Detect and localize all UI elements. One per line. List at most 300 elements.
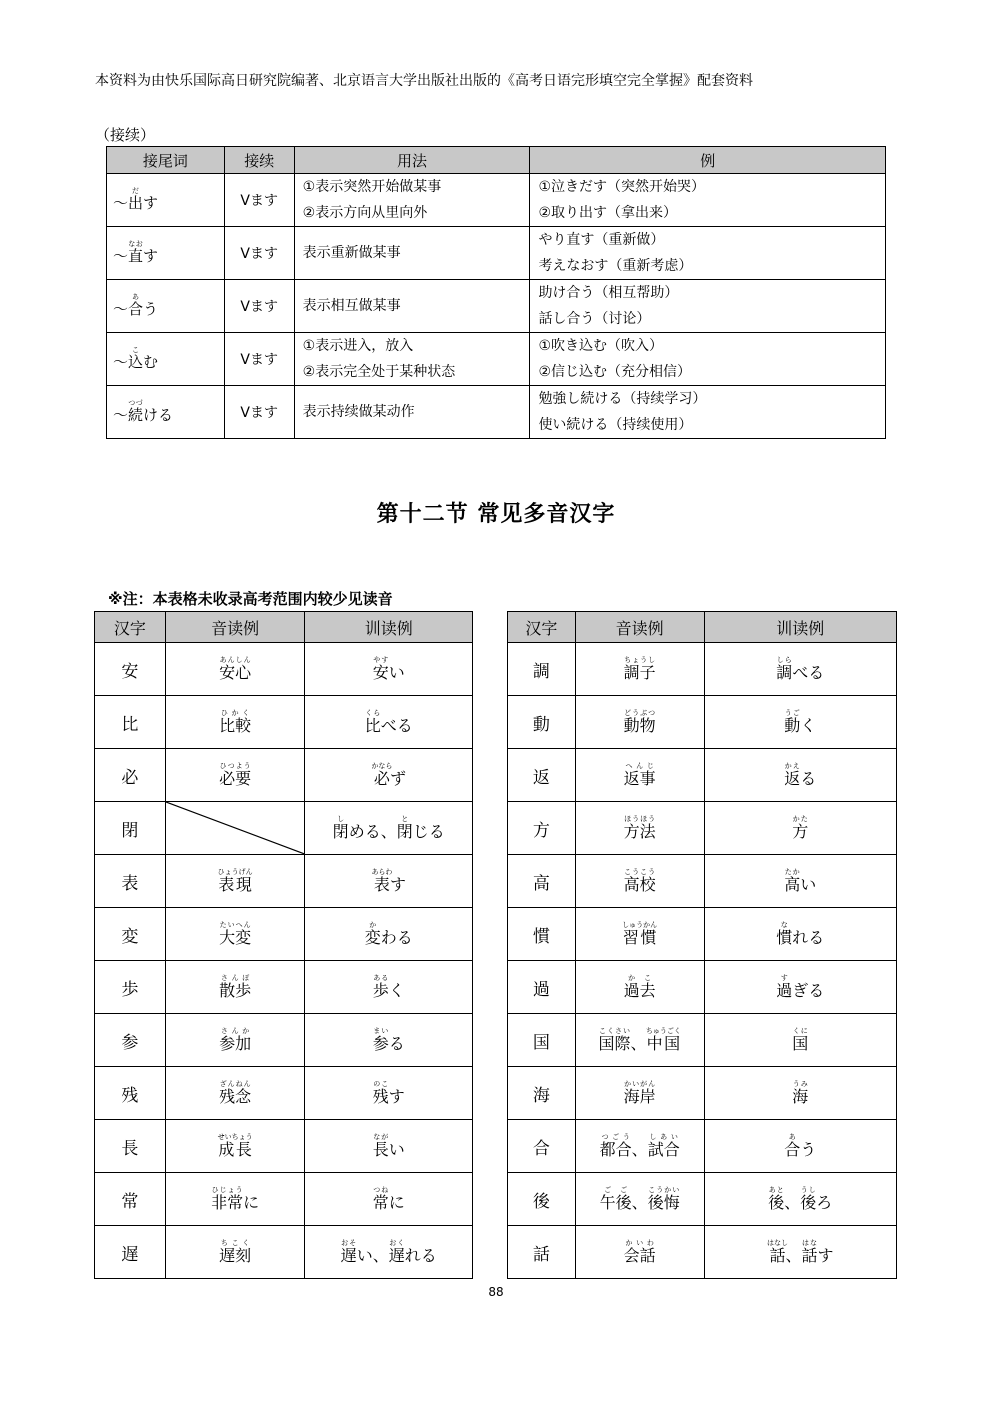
kanji-cell: 参: [95, 1014, 166, 1067]
ruby-base: 表現: [217, 874, 253, 894]
suffix-row: [107, 386, 886, 439]
furigana: へんじ: [623, 761, 656, 770]
plain-text: う: [800, 1139, 817, 1159]
furigana: うみ: [792, 1079, 809, 1088]
furigana: しゅうかん: [622, 920, 658, 929]
example-line: 使い続ける（持续使用）: [538, 417, 693, 433]
example-cell: [530, 227, 886, 280]
kanji-row: [508, 696, 897, 749]
kanji-cell: 慣: [508, 908, 576, 961]
furigana: やす: [372, 655, 389, 664]
ruby-text: [128, 240, 144, 265]
ruby-text: [784, 708, 801, 735]
on-reading-cell: [575, 908, 704, 961]
furigana: つね: [372, 1185, 389, 1194]
plain-text: 、: [630, 1033, 647, 1053]
kanji-row: [508, 749, 897, 802]
furigana: ちょうし: [623, 655, 656, 664]
kanji-cell: 比: [95, 696, 166, 749]
furigana: かいがん: [623, 1079, 656, 1088]
kanji-cell: 表: [95, 855, 166, 908]
ruby-text: [219, 761, 252, 788]
suffix-cell: [107, 174, 225, 227]
ruby-text: [623, 761, 656, 788]
ruby-base: 後悔: [647, 1192, 680, 1212]
kanji-cell: 調: [508, 643, 576, 696]
page-header: 本资料为由快乐国际高日研究院编著、北京语言大学出版社出版的《高考日语完形填空完全掌握》配套资料: [95, 73, 753, 89]
plain-text: る: [800, 768, 817, 788]
ruby-base: 午後: [599, 1192, 632, 1212]
kun-reading-cell: [704, 1226, 896, 1279]
ruby-text: [219, 1026, 252, 1053]
connection-cell: Vます: [224, 386, 294, 439]
ruby-base: 慣: [776, 927, 793, 947]
furigana: たか: [784, 867, 801, 876]
kun-reading-cell: [305, 749, 473, 802]
example-cell: [530, 280, 886, 333]
ruby-base: 試合: [647, 1139, 680, 1159]
on-reading-cell: [165, 749, 305, 802]
ruby-base: 話: [767, 1245, 788, 1265]
ruby-base: 比較: [219, 715, 252, 735]
ruby-text: [623, 973, 656, 1000]
furigana: のこ: [372, 1079, 389, 1088]
example-cell: [530, 386, 886, 439]
kanji-row: [95, 961, 473, 1014]
ruby-text: [364, 708, 381, 735]
example-line: 勉強し続ける（持续学习）: [538, 391, 707, 407]
header-kun-reading: 训读例: [704, 612, 896, 643]
ruby-base: 遅: [340, 1245, 357, 1265]
suffix-cell: [107, 280, 225, 333]
kanji-table-left: [94, 611, 473, 1279]
ruby-text: [623, 708, 656, 735]
plain-text: べる: [792, 662, 825, 682]
ruby-text: [372, 1132, 389, 1159]
on-reading-cell: [165, 1120, 305, 1173]
kun-reading-cell: [305, 1226, 473, 1279]
header-kanji: 汉字: [95, 612, 166, 643]
ruby-text: [792, 814, 809, 841]
plain-text: す: [389, 874, 406, 894]
furigana: し: [332, 814, 349, 823]
kanji-cell: 高: [508, 855, 576, 908]
header-on-reading: 音读例: [165, 612, 305, 643]
continued-label: （接续）: [95, 126, 156, 144]
suffix-table: [106, 146, 886, 439]
plain-text: れる: [792, 927, 825, 947]
ruby-text: [801, 1238, 818, 1265]
ruby-text: [371, 867, 393, 894]
kun-reading-cell: [305, 1067, 473, 1120]
kanji-row: [95, 1014, 473, 1067]
ruby-text: [128, 293, 144, 318]
on-reading-cell: [575, 749, 704, 802]
ruby-text: [598, 1026, 631, 1053]
example-line: 話し合う（讨论）: [538, 311, 651, 327]
ruby-base: 安: [372, 662, 389, 682]
page-number: 88: [488, 1285, 504, 1299]
plain-text: 、: [631, 1192, 648, 1212]
plain-text: 、: [785, 1245, 802, 1265]
usage-line: 表示重新做某事: [302, 245, 401, 261]
ruby-base: 返: [784, 768, 801, 788]
furigana: ある: [372, 973, 389, 982]
ruby-base: 国: [792, 1033, 809, 1053]
kun-reading-cell: [305, 802, 473, 855]
kanji-row: [508, 1014, 897, 1067]
furigana: たいへん: [219, 920, 252, 929]
furigana: はなし: [767, 1238, 788, 1247]
ruby-base: 合: [128, 300, 144, 318]
furigana: なが: [372, 1132, 389, 1141]
ruby-base: 動物: [623, 715, 656, 735]
ruby-base: 表: [371, 874, 393, 894]
ruby-text: [776, 920, 793, 947]
furigana: つづ: [128, 399, 144, 407]
ruby-base: 続: [128, 406, 144, 424]
ruby-text: [623, 655, 656, 682]
ruby-base: 散歩: [219, 980, 252, 1000]
suffix-row: [107, 280, 886, 333]
plain-text: く: [800, 715, 817, 735]
ruby-base: 比: [364, 715, 381, 735]
furigana: さんぽ: [219, 973, 252, 982]
header-example: 例: [530, 147, 886, 174]
plain-text: い: [800, 874, 817, 894]
on-reading-cell: [575, 1067, 704, 1120]
ruby-text: [372, 655, 389, 682]
ruby-base: 参加: [219, 1033, 252, 1053]
plain-text: す: [388, 1086, 405, 1106]
furigana: しら: [776, 655, 793, 664]
suffix-cell: [107, 333, 225, 386]
ruby-text: [217, 1132, 253, 1159]
furigana: ほうほう: [623, 814, 656, 823]
kun-reading-cell: [305, 908, 473, 961]
plain-text: める、: [348, 821, 397, 841]
kanji-table-header: [95, 612, 473, 643]
furigana: かこ: [623, 973, 656, 982]
on-reading-cell: [165, 908, 305, 961]
plain-text: じる: [412, 821, 445, 841]
kun-reading-cell: [704, 855, 896, 908]
kanji-cell: 過: [508, 961, 576, 1014]
kun-reading-cell: [305, 1120, 473, 1173]
furigana: あ: [784, 1132, 801, 1141]
furigana: こうこう: [623, 867, 656, 876]
ruby-base: 調子: [623, 662, 656, 682]
ruby-base: 常: [372, 1192, 389, 1212]
kanji-cell: 変: [95, 908, 166, 961]
ruby-base: 安心: [219, 662, 252, 682]
furigana: ごご: [599, 1185, 632, 1194]
ruby-base: 合: [784, 1139, 801, 1159]
ruby-base: 話: [801, 1245, 818, 1265]
suffix-table-header: [107, 147, 886, 174]
ruby-text: [647, 1132, 680, 1159]
kanji-cell: 返: [508, 749, 576, 802]
ruby-base: 変: [364, 927, 381, 947]
furigana: ざんねん: [219, 1079, 252, 1088]
ruby-base: 閉: [396, 821, 413, 841]
ruby-base: 海岸: [623, 1086, 656, 1106]
empty-diagonal-cell: [165, 802, 305, 855]
ruby-base: 残念: [219, 1086, 252, 1106]
on-reading-cell: [165, 1226, 305, 1279]
kanji-row: [95, 1226, 473, 1279]
ruby-text: [645, 1026, 681, 1053]
plain-text: ける: [143, 406, 174, 424]
plain-text: ろ: [816, 1192, 833, 1212]
kanji-row: [95, 643, 473, 696]
usage-line: ②表示方向从里向外: [302, 205, 428, 221]
kun-reading-cell: [305, 1173, 473, 1226]
ruby-text: [647, 1185, 680, 1212]
usage-cell: [294, 280, 530, 333]
plain-text: く: [388, 980, 405, 1000]
on-reading-cell: [165, 696, 305, 749]
header-suffix: 接尾词: [107, 147, 225, 174]
plain-text: む: [143, 353, 159, 371]
furigana: なお: [128, 240, 144, 248]
kanji-cell: 遅: [95, 1226, 166, 1279]
furigana: つごう: [599, 1132, 632, 1141]
plain-text: れる: [404, 1245, 437, 1265]
furigana: あんしん: [219, 655, 252, 664]
furigana: こうかい: [647, 1185, 680, 1194]
plain-text: わる: [380, 927, 413, 947]
ruby-base: 会話: [623, 1245, 656, 1265]
kun-reading-cell: [305, 855, 473, 908]
furigana: しあい: [647, 1132, 680, 1141]
section-title: 第十二节 常见多音汉字: [376, 502, 616, 527]
ruby-text: [623, 814, 656, 841]
ruby-base: 国際: [598, 1033, 631, 1053]
example-line: 考えなおす（重新考虑）: [538, 258, 693, 274]
on-reading-cell: [165, 643, 305, 696]
ruby-text: [623, 1238, 656, 1265]
ruby-text: [371, 761, 393, 788]
ruby-text: [622, 920, 658, 947]
kanji-row: [508, 802, 897, 855]
kanji-row: [508, 1120, 897, 1173]
plain-text: 、: [784, 1192, 801, 1212]
plain-text: ～: [113, 194, 129, 212]
example-line: ①吹き込む（吹入）: [538, 338, 663, 354]
header-kun-reading: 训读例: [305, 612, 473, 643]
furigana: あ: [128, 293, 144, 301]
furigana: ひつよう: [219, 761, 252, 770]
kanji-cell: 安: [95, 643, 166, 696]
usage-line: 表示相互做某事: [302, 298, 401, 314]
header-kanji: 汉字: [508, 612, 576, 643]
on-reading-cell: [575, 1014, 704, 1067]
kanji-cell: 必: [95, 749, 166, 802]
plain-text: す: [143, 194, 159, 212]
usage-line: ②表示完全处于某种状态: [302, 364, 456, 380]
furigana: せいちょう: [217, 1132, 253, 1141]
on-reading-cell: [165, 855, 305, 908]
example-line: 助け合う（相互帮助）: [538, 285, 679, 301]
ruby-base: 過去: [623, 980, 656, 1000]
ruby-base: 中国: [645, 1033, 681, 1053]
furigana: と: [396, 814, 413, 823]
header-on-reading: 音读例: [575, 612, 704, 643]
kun-reading-cell: [704, 802, 896, 855]
on-reading-cell: [165, 961, 305, 1014]
ruby-base: 閉: [332, 821, 349, 841]
kanji-row: [95, 908, 473, 961]
usage-cell: [294, 333, 530, 386]
ruby-text: [784, 867, 801, 894]
furigana: だ: [128, 187, 144, 195]
plain-text: う: [143, 300, 159, 318]
on-reading-cell: [575, 802, 704, 855]
kun-reading-cell: [305, 961, 473, 1014]
kanji-cell: 常: [95, 1173, 166, 1226]
kanji-row: [508, 1173, 897, 1226]
usage-line: ①表示进入，放入: [302, 338, 414, 354]
header-usage: 用法: [294, 147, 530, 174]
ruby-text: [599, 1132, 632, 1159]
kun-reading-cell: [704, 1014, 896, 1067]
ruby-text: [372, 1079, 389, 1106]
suffix-cell: [107, 386, 225, 439]
kun-reading-cell: [704, 961, 896, 1014]
ruby-text: [792, 1079, 809, 1106]
ruby-text: [128, 346, 144, 371]
diagonal-line: [166, 802, 305, 854]
usage-cell: [294, 386, 530, 439]
connection-cell: Vます: [224, 174, 294, 227]
furigana: くに: [792, 1026, 809, 1035]
kun-reading-cell: [305, 643, 473, 696]
plain-text: す: [817, 1245, 834, 1265]
kanji-table-header: [508, 612, 897, 643]
kanji-row: [508, 1067, 897, 1120]
example-line: ②取り出す（拿出来）: [538, 205, 677, 221]
furigana: かえ: [784, 761, 801, 770]
table-note: ※注：本表格未收录高考范围内较少见读音: [108, 590, 393, 608]
plain-text: い: [388, 1139, 405, 1159]
kanji-row: [95, 749, 473, 802]
ruby-text: [372, 1185, 389, 1212]
plain-text: ～: [113, 300, 129, 318]
furigana: ひじょう: [211, 1185, 244, 1194]
ruby-text: [364, 920, 381, 947]
ruby-text: [767, 1238, 788, 1265]
ruby-base: 都合: [599, 1139, 632, 1159]
ruby-text: [372, 1026, 389, 1053]
kanji-cell: 国: [508, 1014, 576, 1067]
ruby-base: 込: [128, 353, 144, 371]
ruby-base: 海: [792, 1086, 809, 1106]
kanji-row: [508, 855, 897, 908]
furigana: あと: [768, 1185, 785, 1194]
furigana: な: [776, 920, 793, 929]
usage-line: 表示持续做某动作: [302, 404, 415, 420]
connection-cell: Vます: [224, 280, 294, 333]
kanji-row: [95, 1173, 473, 1226]
suffix-row: [107, 227, 886, 280]
furigana: かいわ: [623, 1238, 656, 1247]
ruby-base: 直: [128, 247, 144, 265]
on-reading-cell: [575, 1120, 704, 1173]
ruby-text: [332, 814, 349, 841]
plain-text: 、: [631, 1139, 648, 1159]
plain-text: す: [143, 247, 159, 265]
ruby-base: 非常: [211, 1192, 244, 1212]
ruby-text: [599, 1185, 632, 1212]
ruby-base: 遅: [388, 1245, 405, 1265]
ruby-base: 方: [792, 821, 809, 841]
furigana: うし: [800, 1185, 817, 1194]
ruby-text: [372, 973, 389, 1000]
furigana: あらわ: [371, 867, 393, 876]
ruby-text: [219, 920, 252, 947]
on-reading-cell: [575, 643, 704, 696]
kanji-cell: 後: [508, 1173, 576, 1226]
kun-reading-cell: [704, 1120, 896, 1173]
furigana: ちこく: [219, 1238, 252, 1247]
ruby-base: 過: [776, 980, 793, 1000]
example-line: やり直す（重新做）: [538, 232, 665, 248]
on-reading-cell: [575, 1173, 704, 1226]
furigana: ひかく: [219, 708, 252, 717]
example-line: ②信じ込む（充分相信）: [538, 364, 691, 380]
on-reading-cell: [165, 1173, 305, 1226]
plain-text: い、: [356, 1245, 389, 1265]
furigana: はな: [801, 1238, 818, 1247]
ruby-base: 必: [371, 768, 393, 788]
ruby-base: 習慣: [622, 927, 658, 947]
furigana: かた: [792, 814, 809, 823]
ruby-base: 高校: [623, 874, 656, 894]
kanji-row: [508, 961, 897, 1014]
furigana: おそ: [340, 1238, 357, 1247]
kun-reading-cell: [704, 908, 896, 961]
kanji-row: [508, 908, 897, 961]
ruby-text: [219, 1079, 252, 1106]
kanji-row: [95, 1067, 473, 1120]
furigana: うご: [784, 708, 801, 717]
kanji-cell: 歩: [95, 961, 166, 1014]
ruby-base: 長: [372, 1139, 389, 1159]
ruby-text: [623, 867, 656, 894]
ruby-text: [340, 1238, 357, 1265]
kun-reading-cell: [704, 696, 896, 749]
plain-text: ず: [389, 768, 406, 788]
example-cell: [530, 333, 886, 386]
furigana: おく: [388, 1238, 405, 1247]
on-reading-cell: [575, 696, 704, 749]
suffix-cell: [107, 227, 225, 280]
ruby-text: [128, 399, 144, 424]
furigana: さんか: [219, 1026, 252, 1035]
ruby-base: 後: [800, 1192, 817, 1212]
header-connection: 接续: [224, 147, 294, 174]
on-reading-cell: [575, 855, 704, 908]
ruby-base: 必要: [219, 768, 252, 788]
ruby-text: [211, 1185, 244, 1212]
kanji-cell: 方: [508, 802, 576, 855]
kanji-cell: 長: [95, 1120, 166, 1173]
on-reading-cell: [575, 961, 704, 1014]
plain-text: ～: [113, 406, 129, 424]
usage-line: ①表示突然开始做某事: [302, 179, 442, 195]
kanji-cell: 残: [95, 1067, 166, 1120]
